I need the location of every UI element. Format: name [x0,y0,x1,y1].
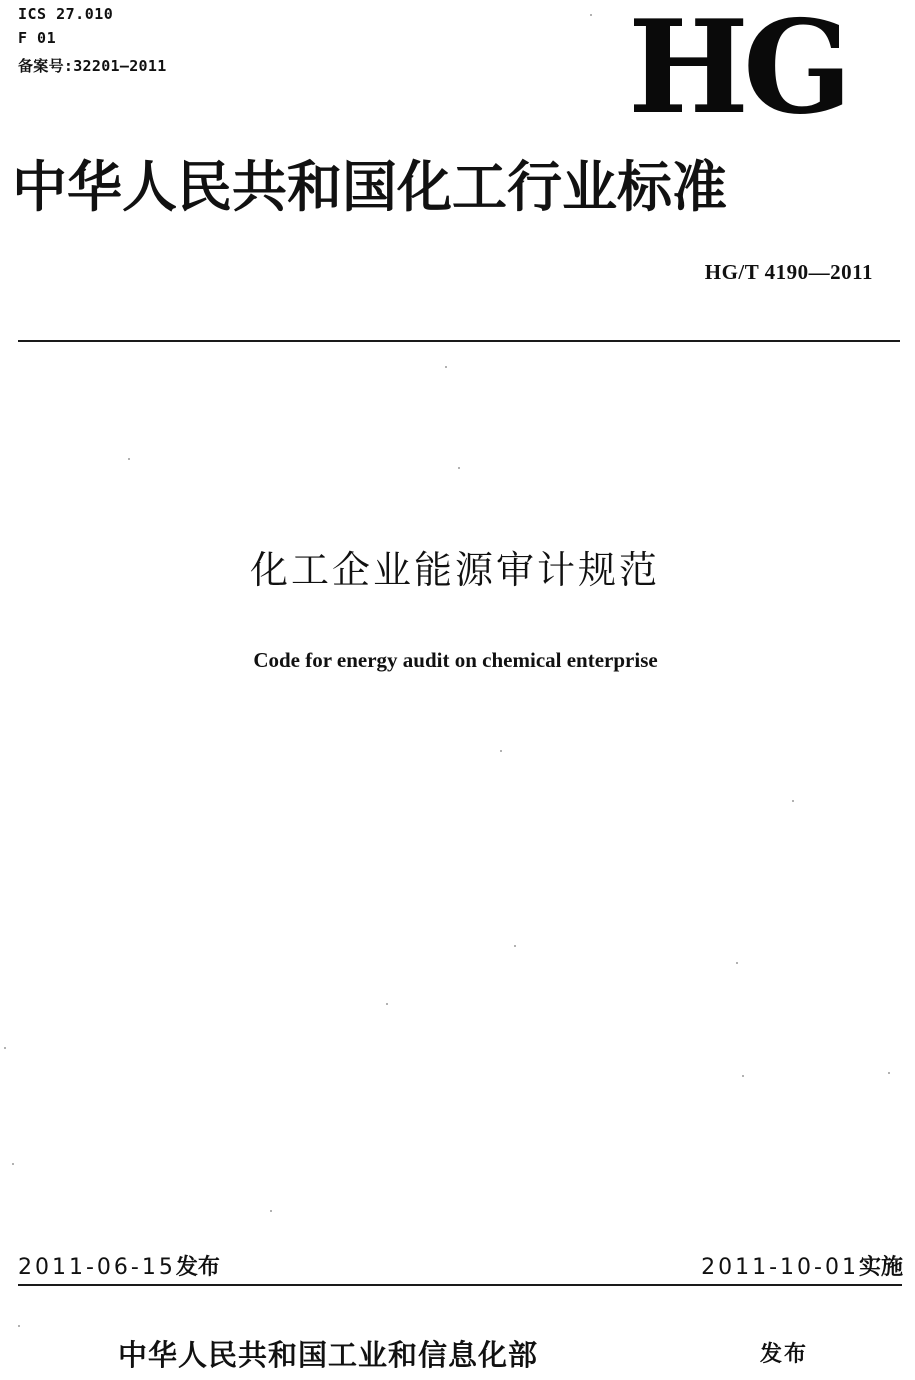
scan-speck [742,1075,744,1077]
scan-speck [514,945,516,947]
scan-speck [270,1210,272,1212]
scan-speck [4,1047,6,1049]
issuing-authority: 中华人民共和国工业和信息化部 [118,1338,539,1372]
top-divider [18,340,900,342]
issue-label: 发布 [175,1255,220,1280]
issue-date: 2011-06-15 [18,1255,176,1280]
scan-speck [128,458,130,460]
bottom-divider [18,1284,902,1286]
scan-speck [386,1003,388,1005]
issuer-action-label: 发布 [760,1342,809,1367]
scan-speck [12,1163,14,1165]
ics-code: ICS 27.010 [18,5,114,23]
scan-speck [792,800,794,802]
scan-speck [18,1325,20,1327]
standard-code: HG/T 4190—2011 [704,260,873,284]
effective-date-line [701,1254,903,1282]
scan-speck [500,750,502,752]
issue-date-line [18,1254,220,1282]
document-title-english: Code for energy audit on chemical enterprise [253,648,658,672]
document-title-chinese: 化工企业能源审计规范 [249,548,660,592]
scan-speck [736,962,738,964]
effective-label: 实施 [858,1255,903,1280]
scan-speck [445,366,447,368]
standard-class-title: 中华人民共和国化工行业标准 [12,154,728,219]
hg-logo: HG [628,0,847,143]
effective-date: 2011-10-01 [701,1255,859,1280]
scan-speck [888,1072,890,1074]
scan-speck [458,467,460,469]
scan-speck [590,14,592,16]
ccs-code: F 01 [18,29,57,47]
filing-number: 备案号:32201—2011 [18,57,167,75]
